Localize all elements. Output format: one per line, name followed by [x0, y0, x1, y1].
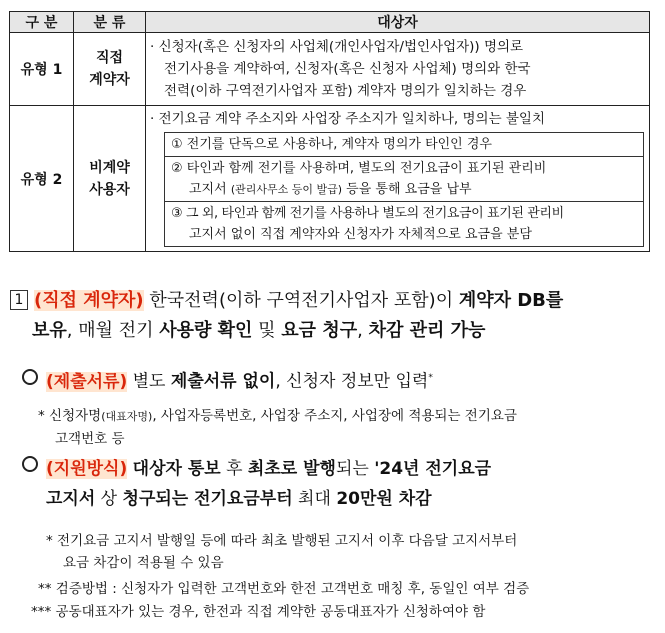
bullet-documents	[22, 363, 651, 397]
category-cell	[74, 33, 146, 106]
table-row	[10, 106, 650, 252]
note-line: * 신청자명(대표자명), 사업자등록번호, 사업장 주소지, 사업장에 적용되는 전기요금	[38, 408, 517, 424]
note-line: * 전기요금 고지서 발행일 등에 따라 최초 발행된 고지서 이후 다음달 고지서부터	[46, 533, 518, 549]
eligibility-table	[9, 11, 650, 252]
sub-case-1	[164, 132, 644, 157]
note-documents	[38, 405, 651, 450]
bullet-line: (지원방식) 대상자 통보 후 최초로 발행되는 '24년 전기요금	[22, 454, 651, 484]
header-target: 대상자	[146, 12, 650, 33]
category-cell	[74, 106, 146, 252]
section-label: (직접 계약자)	[34, 290, 144, 311]
sub-case-text: 고지서 (관리사무소 등이 발급) 등을 통해 요금을 납부	[189, 182, 472, 197]
sub-case-text: ② 타인과 함께 전기를 사용하며, 별도의 전기요금이 표기된 관리비	[171, 161, 547, 176]
bullet-line: (제출서류) 별도 제출서류 없이, 신청자 정보만 입력*	[22, 363, 651, 397]
note-support-3	[31, 601, 651, 623]
note-line: 고객번호 등	[55, 431, 125, 447]
type-cell: 유형 1	[10, 33, 74, 106]
table-header-row	[10, 12, 650, 33]
circle-bullet-icon	[22, 369, 38, 385]
section-line: 1 (직접 계약자) 한국전력(이하 구역전기사업자 포함)이 계약자 DB를	[10, 286, 651, 316]
bullet-line: 고지서 상 청구되는 전기요금부터 최대 20만원 차감	[46, 489, 432, 509]
sub-case-2	[164, 156, 644, 202]
category-line: 비계약	[89, 159, 130, 176]
circle-bullet-icon	[22, 456, 38, 472]
bullet-support-method	[22, 454, 651, 514]
note-line: 요금 차감이 적용될 수 있음	[63, 555, 224, 571]
section-number: 1	[10, 290, 28, 310]
type-cell: 유형 2	[10, 106, 74, 252]
sub-case-text: ③ 그 외, 타인과 함께 전기를 사용하나 별도의 전기요금이 표기된 관리비	[171, 206, 564, 221]
section-line: 보유, 매월 전기 사용량 확인 및 요금 청구, 차감 관리 가능	[32, 320, 486, 341]
target-line: 전력(이하 구역전기사업자 포함) 계약자 명의가 일치하는 경우	[164, 83, 527, 99]
target-cell	[146, 33, 650, 106]
section-direct-contractor	[10, 286, 651, 346]
note-line: ** 검증방법 : 신청자가 입력한 고객번호와 한전 고객번호 매칭 후, 동일인 여부 검증	[38, 581, 530, 597]
sub-case-text: 고지서 없이 직접 계약자와 신청자가 자체적으로 요금을 분담	[189, 227, 532, 242]
target-line: · 신청자(혹은 신청자의 사업체(개인사업자/법인사업자)) 명의로	[150, 39, 524, 55]
header-category: 분 류	[74, 12, 146, 33]
note-support-2	[38, 578, 651, 600]
table-row	[10, 33, 650, 106]
category-line: 사용자	[89, 181, 130, 198]
note-support-1	[46, 530, 651, 574]
target-line: · 전기요금 계약 주소지와 사업장 주소지가 일치하나, 명의는 불일치	[150, 111, 546, 127]
category-line: 계약자	[89, 72, 130, 88]
target-line: 전기사용을 계약하여, 신청자(혹은 신청자 사업체) 명의와 한국	[164, 61, 531, 77]
sub-case-text: ① 전기를 단독으로 사용하나, 계약자 명의가 타인인 경우	[171, 137, 492, 152]
sub-case-3	[164, 201, 644, 247]
category-line: 직접	[95, 50, 124, 66]
header-type: 구 분	[10, 12, 74, 33]
target-cell	[146, 106, 650, 252]
note-line: *** 공동대표자가 있는 경우, 한전과 직접 계약한 공동대표자가 신청하여야 함	[31, 604, 486, 620]
